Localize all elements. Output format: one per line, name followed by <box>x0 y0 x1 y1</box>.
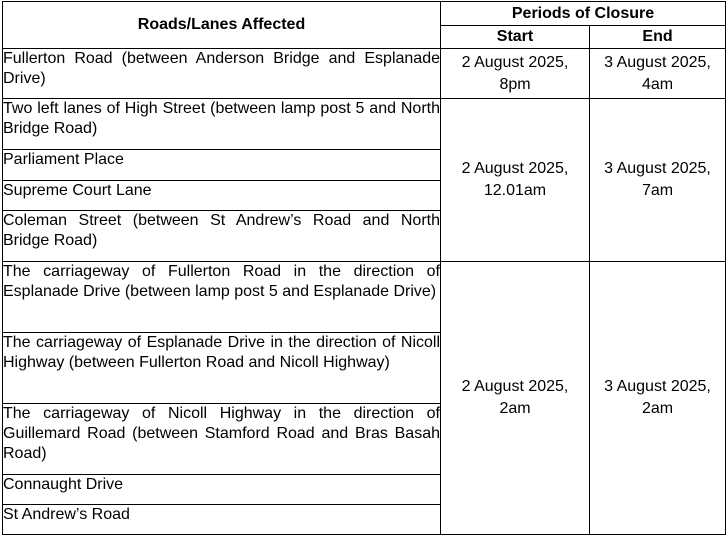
header-periods-of-closure: Periods of Closure <box>441 2 726 26</box>
start-time: 2am <box>499 400 531 417</box>
end-cell <box>590 49 726 99</box>
end-time: 7am <box>641 182 674 199</box>
start-date: 2 August 2025, <box>461 53 569 71</box>
table-row <box>3 49 726 99</box>
road-cell: The carriageway of Nicoll Highway in the direction of Guillemard Road (between Stamford Road and Bras Basah Road) <box>3 404 441 475</box>
start-cell <box>441 99 590 262</box>
end-date: 3 August 2025, <box>604 378 711 395</box>
end-cell <box>590 99 726 262</box>
start-cell <box>441 262 590 535</box>
end-cell <box>590 262 726 535</box>
road-cell: St Andrew’s Road <box>3 505 441 535</box>
start-date: 2 August 2025, <box>461 378 569 395</box>
road-cell: Coleman Street (between St Andrew’s Road and North Bridge Road) <box>3 211 441 262</box>
end-time: 4am <box>641 75 674 93</box>
header-start: Start <box>441 26 590 49</box>
road-cell: Connaught Drive <box>3 475 441 505</box>
start-date: 2 August 2025, <box>461 160 569 177</box>
start-cell <box>441 49 590 99</box>
table-row <box>3 99 726 150</box>
road-cell: Supreme Court Lane <box>3 181 441 211</box>
road-cell: The carriageway of Fullerton Road in the direction of Esplanade Drive (between lamp post 5 and Esplanade Drive) <box>3 262 441 333</box>
road-closure-table <box>2 1 726 535</box>
end-date: 3 August 2025, <box>604 160 711 177</box>
road-cell: Parliament Place <box>3 150 441 181</box>
header-roads-affected: Roads/Lanes Affected <box>3 2 441 49</box>
start-time: 8pm <box>499 75 531 93</box>
end-time: 2am <box>641 400 674 417</box>
start-time: 12.01am <box>483 182 547 199</box>
road-cell: Two left lanes of High Street (between lamp post 5 and North Bridge Road) <box>3 99 441 150</box>
header-end: End <box>590 26 726 49</box>
end-date: 3 August 2025, <box>604 53 711 71</box>
road-cell: The carriageway of Esplanade Drive in the direction of Nicoll Highway (between Fullerton Road and Nicoll Highway) <box>3 333 441 404</box>
table-row <box>3 262 726 333</box>
road-cell: Fullerton Road (between Anderson Bridge and Esplanade Drive) <box>3 49 441 99</box>
